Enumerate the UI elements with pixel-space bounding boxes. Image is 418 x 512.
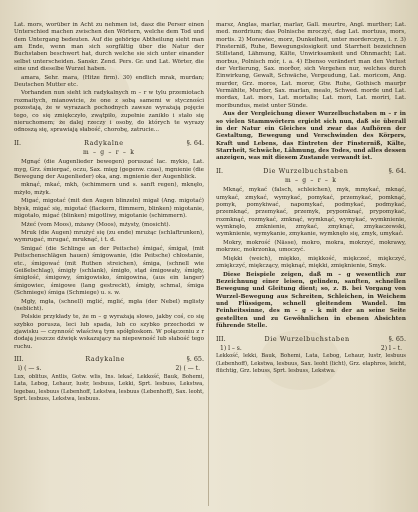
section-pattern: m – g – r – k: [82, 148, 136, 156]
left-column: [14, 22, 204, 404]
section-number: II.: [216, 166, 224, 175]
section-title: Radykalne: [85, 355, 125, 364]
pattern-left: i) ( — s.: [18, 365, 42, 373]
section-number: II.: [14, 138, 22, 147]
section-number: III.: [216, 334, 226, 343]
left-entry: Migać, migotać (mit den Augen blinzeln) migał (Ang. migotać) błysk, migać się, migotać (flackern, flimmern, blinken) migotanie, migotało, migać (blinken) migotliwy, migotanie (schimmern).: [14, 198, 204, 219]
right-summary-paragraph: Aus der Vergleichung dieser Wurzelbuchstaben m – r in so vielen Stammwörtern ergiebt sich nun, daß sie überall in der Natur ein Gleiches und zwar das Aufhören der Gestaltung, Bewegung und Verschwinden des Körpers, Kraft und Lebens, das Eintreten der Finsterniß, Kälte, Starrheit, Schwäche, Lähmung, des Todes, und alles dessen anzeigen, was mit diesem Zustande verwandt ist.: [216, 111, 406, 162]
left-top-paragraph: amara, Sehr. mara, (Hitze firm). 30) endlich mrak, murdan; Deutschen Mutter etc.: [14, 74, 204, 88]
left-closing-paragraph: Polskie przykłady te, że m – g wyrażają słowo, jakby coś, co się szybko porusza, leci lub spada, lub co szybko przechodzi w zjawisku — czynność właściwą tym spółgłoskom. W połączeniu z r dodają jeszcze dźwięk wskazujący na niepewność lub słabość tego ruchu.: [14, 314, 204, 350]
right-top-paragraph: marsz, Anglas, marlar, marlar, Gall. meurtre, Angl. murther; Lat. med. mordrium; das Polnische mroczyć, dag Lat. mortuus, mors, mortis. 2) Morawiec, morz, Dunkelheit, unter morderczym, i. r. 3) Finsterniß, Ruhe, Bewegungslosigkeit und Starrheit bezeichnen Stillstand, Lähmung, Kälte, Unwirksamkeit und Ohnmacht; Lat. morbus, Polnisch mór, i. a. 4) Ebenso verändert man den Verlust der Verlierung, Sax. morðor, sich Vergehen nur, welches durch Einwirkung, Gewalt, Schwäche, Vergeudung, Lat. moricom, Ang. murder, Grz. moros, Lat. moror, Gtw. Ruhe, Gothisch maurþr Vermählte, Murder, Sax. marlan, mealo, Schwed. morde und Lat. mordax, Lat. mors, Lat. mortalis; Lat. mori, Lat. moriri, Lat. moribundus, meist unter Sünde.: [216, 22, 406, 109]
section-title: Die Wurzelbuchstaben: [263, 166, 349, 175]
right-closing-paragraph: Diese Beispiele zeigen, daß m – g wesentlich zur Bezeichnung einer leisen, gelinden, sanften, schnellen Bewegung und Gleitung dient; so, z. B. bei Vorgang von Wurzel-Bewegung aus Schreiten, Schleichen, in Weichem und Flüssigem, schnell gleitendem Wandel. Im Feinheitssinne, des m – g – k mit der an seine Seite gestellten und zu Gewöhnlichen in ebenen Absichten führende Stelle.: [216, 271, 406, 330]
left-entry: Mgły, mgła, (schnell) mglić, mglić, mgła (der Nebel) mglisty (neblicht).: [14, 298, 204, 312]
section-title: Radykalne: [84, 138, 124, 147]
left-entry: Lux, oblitus, Antlis, Gotw. wlis, Ins. lekać, Lekkość, Bauk, Bohemi, Lata, Lebog, Lehaur, lustr, lesbuus, Lekki, Sprt. lesbuss, Lekstwa, legebau, lesbuus (Lebenhoff, Lekstwa, lesbuus (Lebenhoff), Sax. leoht, Sprt. lesbuss, Lekstwa, lesbuus.: [14, 373, 204, 402]
page-mark: §. 64.: [186, 138, 204, 147]
section-pattern: m – g – r – k: [284, 177, 338, 185]
pattern-right: 2) l – t.: [380, 344, 402, 352]
right-entry: Mknąć, mykać (falsch, schleichen), myk, mmykać, mknąć, umykać, zmykać, wymykać, pomykać, przemykać, pomknąć, pomyk, pomykiwać, napomykać, podmykać, podmykać, przemknąć, przemykać, przemyk, prypomknąć, prypomykać, rozmknąć, rozmykać, zmknąć, wymknąć, wymykać, wymknienie, wymknęło, zmknienie, zmykać, zmyknąć, zmykaczewski, wymknienie, wymykanie, zmykanie, wymknęło się, zmyk, umykać.: [216, 187, 406, 238]
section-title: Die Wurzelbuchstaben: [264, 334, 350, 343]
left-top-paragraph: Lat. mors, worüber in Acht zu nehmen ist, dasz die Perser einen Unterschied machen zwischen den Wörtern, welche dem Tod und dem Untergang bedeuten. Auf die gehörige Abtheilung sieht man am Ende, wenn man sich sorgfältig über die Natur der Buchstaben beschwert hat, durch welche sie sich unter einander selbst unterscheiden. Sanskr. Zend. Pers. Gr. und Lat. Wörter, die eine und dieselbe Wurzel haben.: [14, 22, 204, 73]
page-mark: §. 65.: [388, 334, 406, 343]
right-entry: Lekkość, lekki, Bauk, Bohemi, Lata, Lebog, Lehaur, lustr, lesbuus (Lebenhoff), Lekstwa, lesbuus, Sax. leoht (licht), Grz. elaphros, leicht, flüchtig, Grz. lebuss, Sprt. lesbuss, Lekstwa.: [216, 353, 406, 374]
right-section2-heading: [216, 168, 406, 175]
column-divider: [208, 20, 209, 506]
left-entry: Mżeć (vom Moos), mżawy (Moos), mżysty, (mosicht).: [21, 221, 171, 228]
pattern-left: 1) l – s.: [220, 344, 242, 352]
page-mark: §. 65.: [186, 355, 204, 364]
left-entry: Mgnąć (die Augenlieder bewegen) poruszać łac. mykio, Lat. myg, Grz. śmiergać, oczu, Sax. mięg (gegenw. czas), mgnienie (die Bewegung der Augenlieder) oka, ang. mgnienie der Augenblick.: [14, 159, 204, 180]
left-section3-heading: [14, 356, 204, 363]
right-entry: Miękki (weich), miękko, miękkość, miękczeć, miękczyć, zmiękczyć, miękczący, mięknąć, miękki, zmięknienie, Smyk.: [216, 255, 406, 270]
pattern-row: [14, 365, 204, 372]
left-section2-heading: [14, 140, 204, 147]
page-mark: §. 64.: [388, 166, 406, 175]
right-section3-heading: [216, 336, 406, 343]
pattern-row: [216, 345, 406, 352]
left-entry: Smigać (die Schlinge an der Peitsche) śmigać, śmigał, (mit Peitschenschlägen hauen) śmigowanie, (die Peitsche) chłostanie, etc., śmigować (mit Ruthen streichen), śmiga, (schnell wie Geißelschlag), śmigły (schlank), śmigło, stąd śmigowaty, śmigły, śmigłość, śmigowy, śmigowisko, śmigowina, (aus ein langer) śmigowiec, śmigowe (lang gestreckt), śmigły, schmal, śmiga (Schmiege) śmiga (Schmiege) u. s. w.: [14, 245, 204, 296]
pattern-right: 2) ( — t.: [175, 365, 200, 373]
right-column: [216, 22, 406, 376]
right-entry: Mokry, mokrość (Nässe), mokro, mokra, mokrzyć, mokrawy, mokrzec, mokrzonka, umoczyć.: [216, 240, 406, 254]
left-entry: Mruk (die Augen) mrużyć się (zu ende) mrużąc (schlaftrunken), wymrugać, mrugać, mruknąć, i t. d.: [14, 230, 204, 244]
section-number: III.: [14, 355, 24, 364]
left-entry: mknąć, mkać, mkh, (schimmern und s. sanft regen), mknęło, mżyło, mżyk.: [14, 182, 204, 196]
left-top-paragraph: Vorhanden nun sieht ich radykalnych m – r w tylu przemiotach rozmaitych, mianowicie, że one z sobą samemi w styczności pozostają, że w wyrazach pochodnych zawsze wyrażają pojęcie tego, co się zmiękczyło, zwątpiło, zupełnie zanikło i stało się nieruchomem; że dalej rzeczy i osoby, do których te wyrazy odnoszą się, sprawiają słabość, chorobę, zatrucie...: [14, 90, 204, 134]
